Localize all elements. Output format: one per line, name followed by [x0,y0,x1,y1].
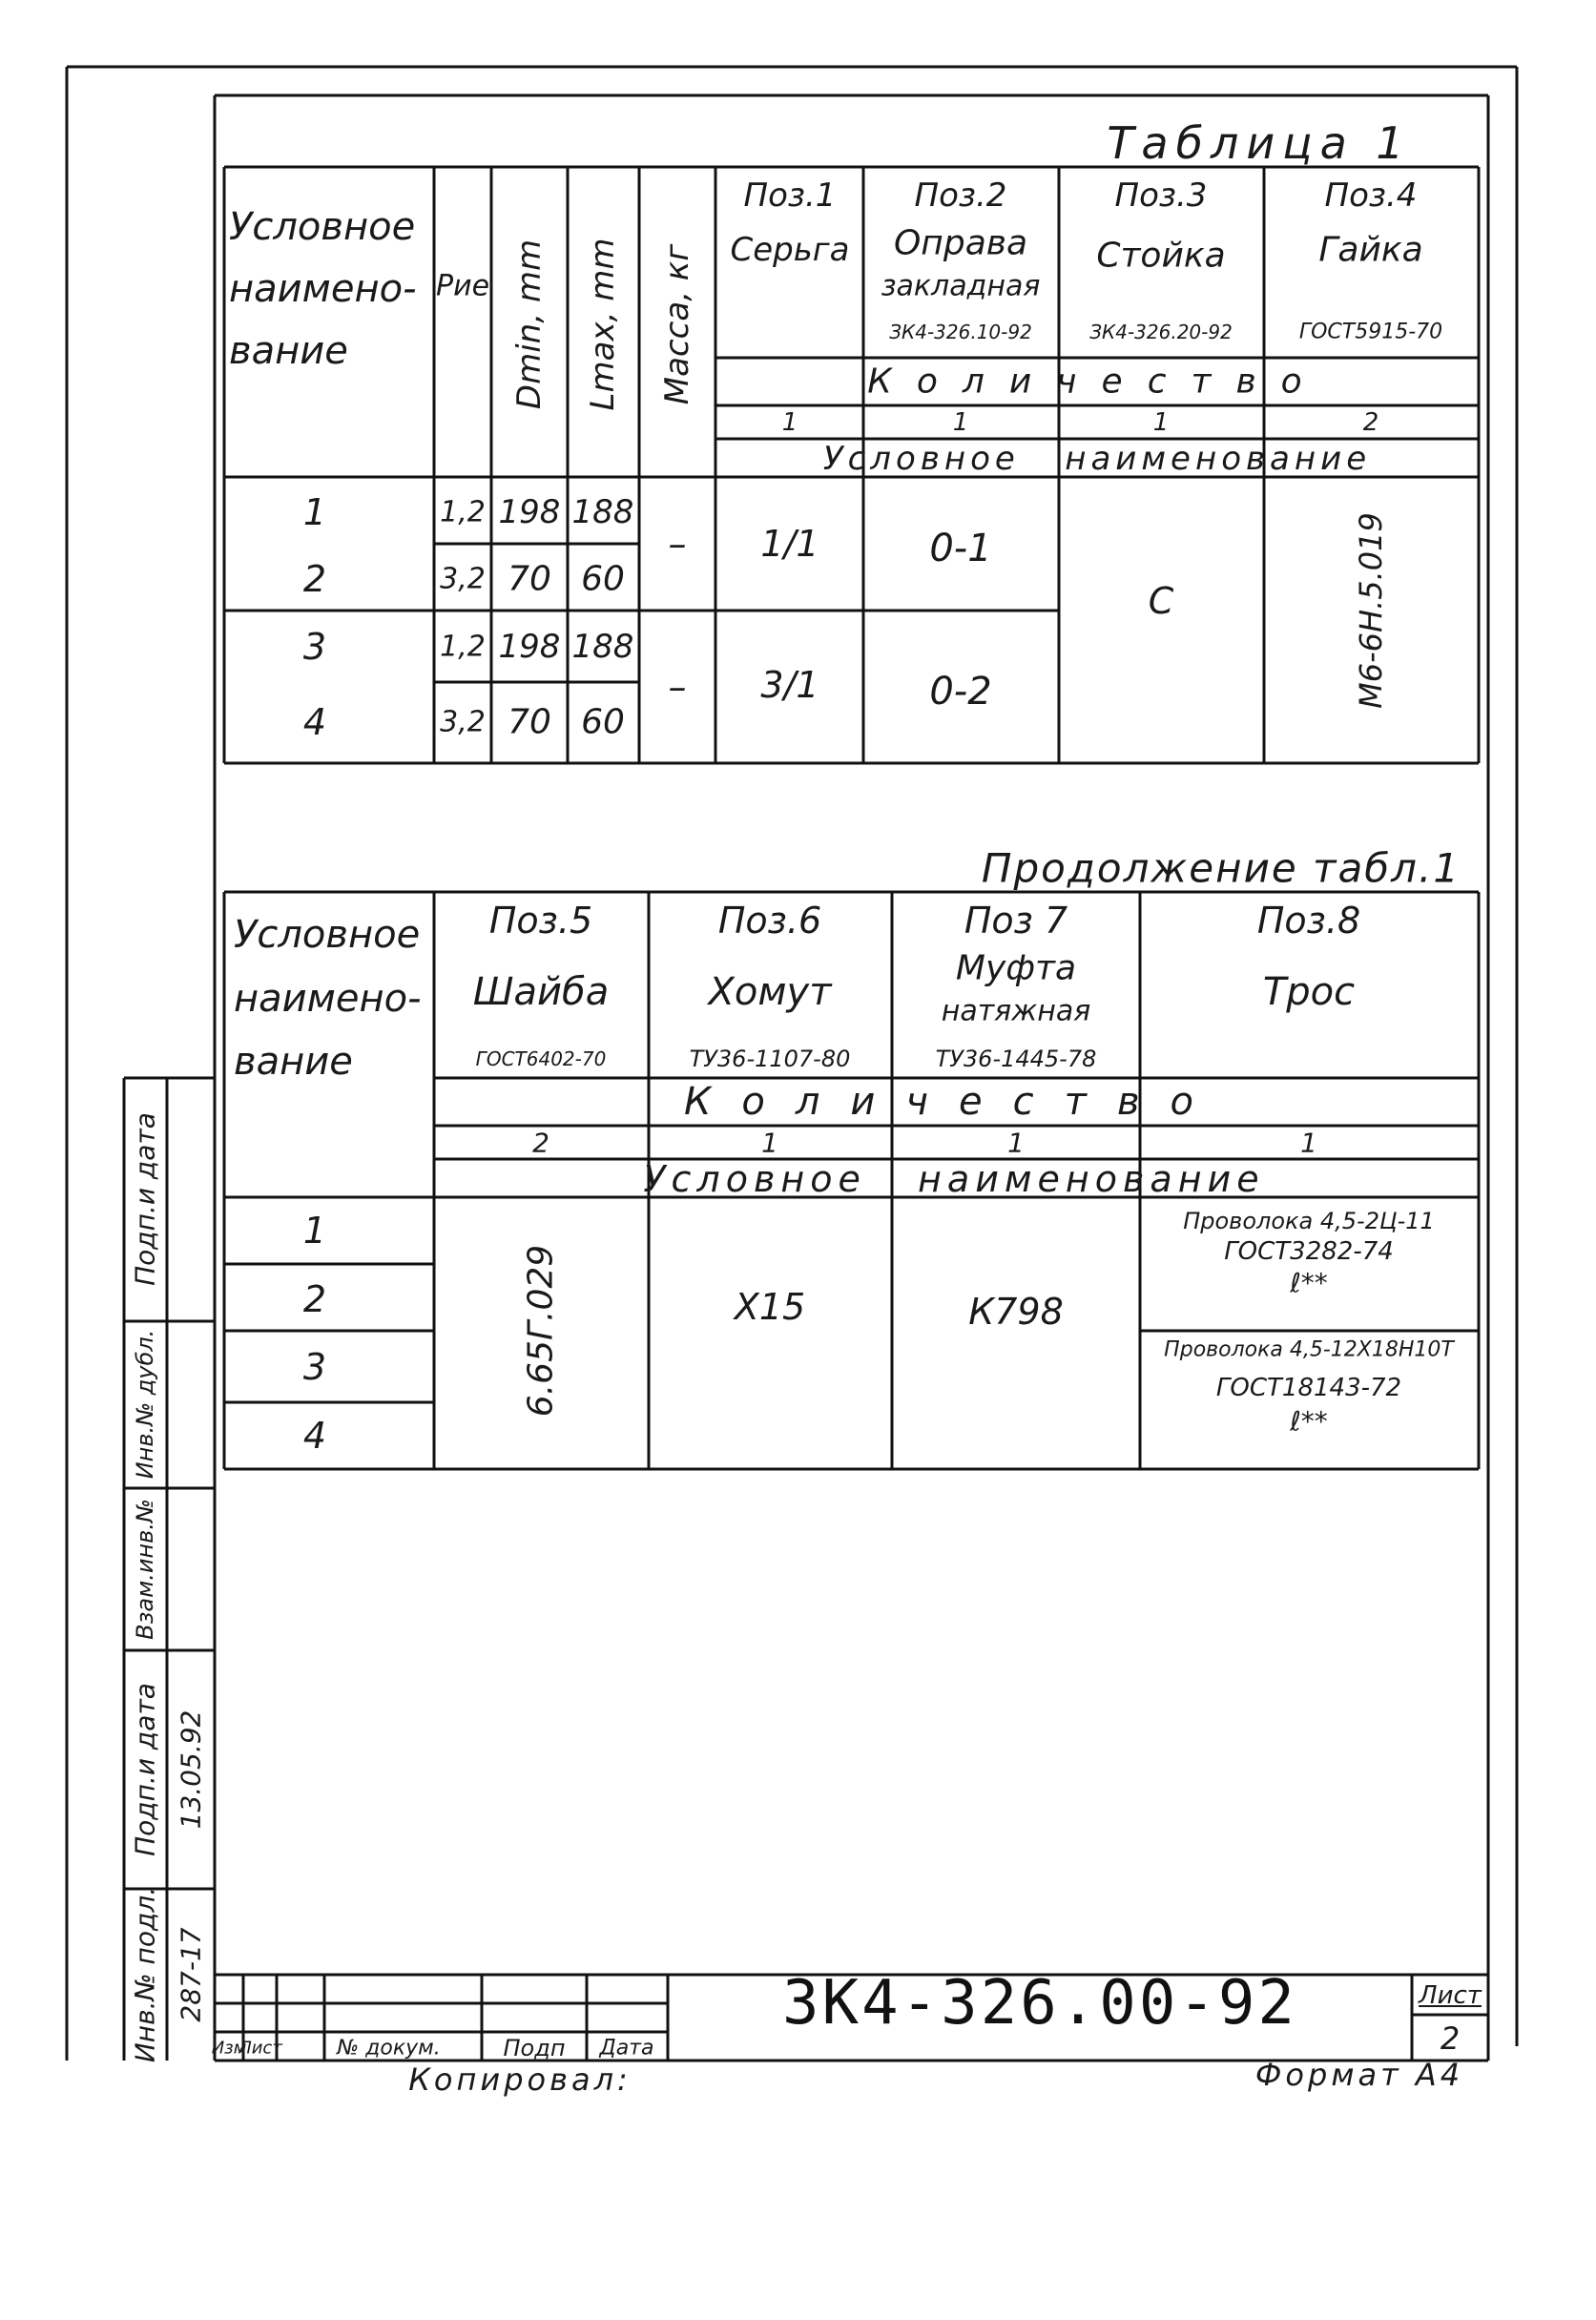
t2-row2-n: 2 [302,1278,327,1320]
t1-pos2-name: Оправа [893,223,1028,263]
t2-pos6-qty: 1 [761,1127,778,1159]
t1-row3-pue: 1,2 [440,630,486,664]
t2-pos7-label: Поз 7 [964,900,1068,942]
t1-row2-pue: 3,2 [440,562,486,596]
tb-label-doc: № докум. [337,2036,441,2061]
footer-copied: Копировал: [408,2061,632,2098]
t2-pos8-b-line1: Проволока 4,5-12Х18Н10Т [1164,1337,1454,1362]
stamp-sign-date-2: Подп.и дата [129,1683,161,1856]
t1-pos4-doc: ГОСТ5915-70 [1298,320,1443,344]
t2-col-name-line2: наимено- [234,977,422,1021]
tb-label-sign: Подп [503,2035,566,2061]
doc-number: ЗК4-326.00-92 [782,1968,1297,2039]
t2-pos5-name: Шайба [472,970,610,1014]
t1-pos4-name: Гайка [1318,230,1423,270]
t2-pos7-name: Муфта [955,948,1077,988]
t1-row1-lmax: 188 [571,493,634,531]
t1-row1-pue: 1,2 [440,495,486,529]
t1-pos1-value-b: 3/1 [760,664,819,706]
table-1-caption: Таблица 1 [1107,117,1412,169]
t1-row4-pue: 3,2 [440,705,486,739]
stamp-inv-dubl: Инв.№ дубл. [132,1329,158,1480]
t2-pos6-name: Хомут [708,970,832,1014]
t1-col-name-line3: вание [229,329,348,373]
t1-col-mass: Масса, кг [658,243,696,405]
t2-qty-header: Количество [683,1080,1225,1124]
t2-row3-n: 3 [302,1346,327,1388]
t1-pos2-label: Поз.2 [914,176,1007,215]
tb-label-date: Дата [599,2036,654,2061]
t2-pos6-value: Х15 [734,1286,806,1328]
tb-label-izm: Изм [211,2038,247,2059]
t1-row1-dmin: 198 [498,493,561,531]
t2-cond-header: Условное наименование [643,1158,1265,1200]
t1-pos3-qty: 1 [1152,408,1170,437]
t1-row3-n: 3 [302,626,327,668]
t2-pos5-qty: 2 [532,1127,549,1159]
t1-pos3-name: Стойка [1096,236,1226,276]
t1-row1-n: 1 [302,491,327,533]
t1-row2-dmin: 70 [508,559,551,599]
t1-pos4-label: Поз.4 [1324,176,1418,215]
t1-pos1-label: Поз.1 [743,176,837,215]
t1-col-lmax: Lmax, mm [584,238,622,411]
stamp-vzam-inv: Взам.инв.№ [132,1499,158,1640]
t2-pos5-label: Поз.5 [488,900,593,942]
t2-pos8-a-line1: Проволока 4,5-2Ц-11 [1183,1208,1435,1234]
t1-qty-header: Количество [867,362,1327,402]
t1-col-name-line1: Условное [229,205,416,249]
sheet-label: Лист [1419,1981,1482,2010]
t2-pos6-doc: ТУ36-1107-80 [689,1046,851,1072]
t1-pos2-doc: ЗК4-326.10-92 [889,321,1032,343]
t1-pos2-value-b: 0-2 [929,670,992,714]
t1-row3-dmin: 198 [498,628,561,666]
t1-pos4-qty: 2 [1362,408,1379,437]
t1-pos3-doc: ЗК4-326.20-92 [1089,321,1233,343]
t2-pos6-label: Поз.6 [717,900,822,942]
t1-pos2-value-a: 0-1 [929,527,992,570]
table-2-caption: Продолжение табл.1 [981,844,1461,892]
t2-pos7-qty: 1 [1007,1127,1025,1159]
stamp-inv-value: 287-17 [175,1927,207,2022]
t2-pos8-qty: 1 [1300,1127,1317,1159]
t1-mass-a: – [668,523,687,565]
t1-pos3-label: Поз.3 [1114,176,1208,215]
t1-row2-lmax: 60 [581,559,625,599]
t2-pos8-b-line3: ℓ** [1290,1405,1328,1438]
t2-pos8-label: Поз.8 [1256,900,1361,942]
t2-pos7-doc: ТУ36-1445-78 [935,1046,1097,1072]
t1-row3-lmax: 188 [571,628,634,666]
t2-pos8-name: Трос [1262,970,1356,1014]
t2-pos7-name2: натяжная [941,994,1091,1028]
sheet-number: 2 [1440,2020,1461,2057]
t1-col-dmin: Dmin, mm [510,238,549,410]
t2-pos5-doc: ГОСТ6402-70 [475,1047,607,1070]
t1-pos1-value-a: 1/1 [760,523,819,565]
t1-pos2-qty: 1 [952,408,969,437]
footer-format: Формат А4 [1254,2057,1464,2093]
t1-row4-n: 4 [302,701,327,743]
t1-mass-b: – [668,666,687,708]
t1-col-name-line2: наимено- [229,267,417,311]
t1-row4-dmin: 70 [508,702,551,742]
stamp-sign-date-1: Подп.и дата [129,1112,161,1286]
t1-pos2-name2: закладная [881,269,1041,303]
stamp-inv-podl: Инв.№ подл. [129,1886,161,2063]
t1-cond-header: Условное наименование [822,440,1372,478]
t2-col-name-line1: Условное [234,913,421,957]
t1-pos3-value: С [1148,580,1174,622]
t1-pos1-qty: 1 [781,408,798,437]
stamp-date-value: 13.05.92 [175,1709,207,1830]
t1-row4-lmax: 60 [581,702,625,742]
t2-pos8-b-line2: ГОСТ18143-72 [1215,1374,1402,1402]
t1-row2-n: 2 [302,558,327,600]
t2-row4-n: 4 [302,1415,327,1457]
t2-col-name-line3: вание [234,1040,353,1084]
t2-pos8-a-line3: ℓ** [1290,1267,1328,1299]
t2-row1-n: 1 [302,1210,327,1252]
t2-pos7-value: К798 [968,1291,1064,1333]
tb-label-list: Лист [238,2038,282,2059]
t1-pos1-name: Серьга [730,231,850,269]
t1-col-pue: Рие [435,269,490,303]
t2-pos5-value: 6.65Г.029 [521,1244,561,1418]
t2-pos8-a-line2: ГОСТ3282-74 [1224,1237,1394,1266]
t1-pos4-value: М6-6Н.5.019 [1353,512,1389,709]
